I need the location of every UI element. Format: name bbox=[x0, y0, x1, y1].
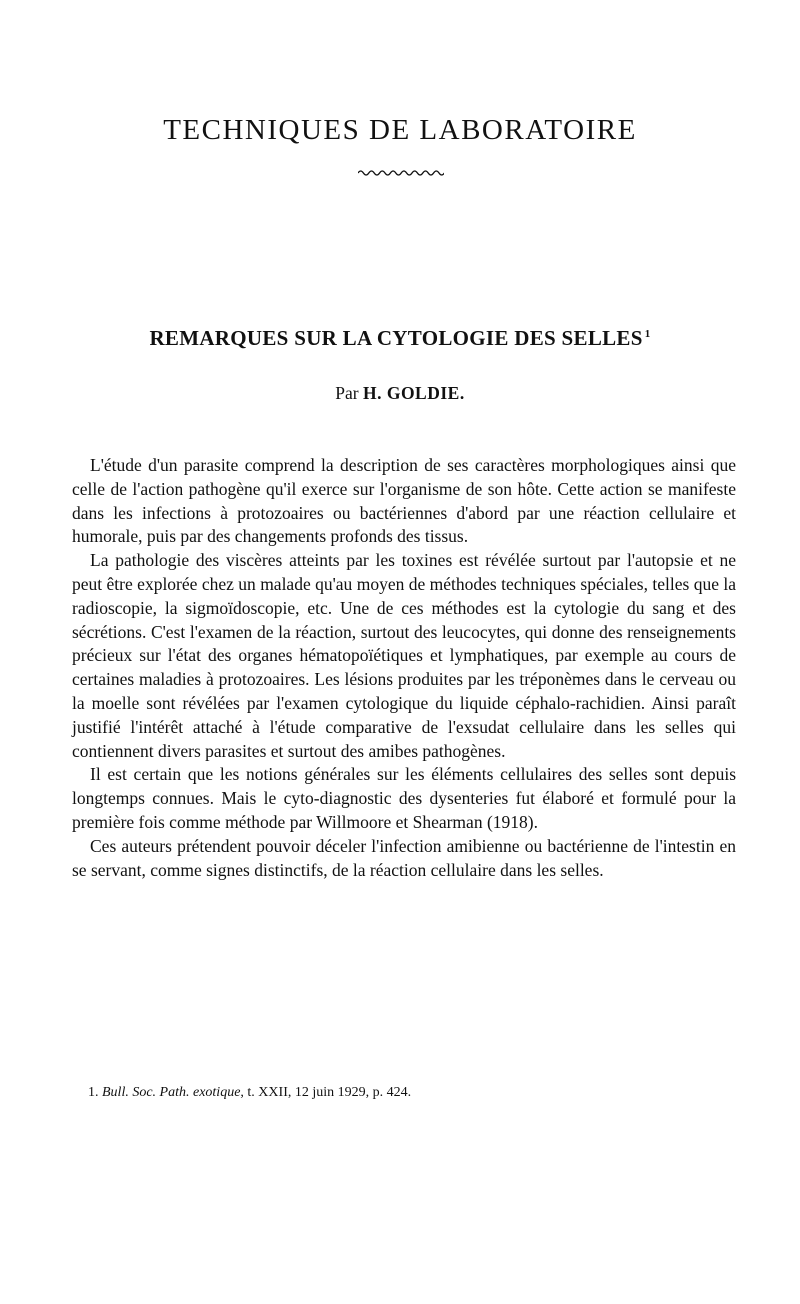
paragraph: La pathologie des viscères atteints par les toxines est révélée surtout par l'autopsie et ne peut être explorée chez un malade qu'au moyen de méthodes techniques spéciales, telles que la radioscopie, la sigmoïdoscopie, etc. Une de ces méthodes est la cytologie du sang et des sécrétions. C'est l'examen de la réaction, surtout des leucocytes, qui donne des renseignements précieux sur l'état des organes hématopoïétiques et lymphatiques, par exemple au cours de certaines maladies à protozoaires. Les lésions produites par les tréponèmes dans le cerveau ou la moelle sont révélées par l'examen cytologique du liquide céphalo-rachidien. Ainsi paraît justifié l'intérêt attaché à l'étude comparative de l'exsudat cellulaire dans les selles qui contiennent divers parasites et surtout des amibes pathogènes. bbox=[72, 550, 736, 761]
paragraph: Il est certain que les notions générales sur les éléments cellulaires des selles sont depuis longtemps connues. Mais le cyto-diagnostic des dysenteries fut élaboré et formulé pour la première fois comme méthode par Willmoore et Shearman (1918). bbox=[72, 764, 736, 832]
footnote-journal: Bull. Soc. Path. exotique bbox=[102, 1085, 241, 1100]
footnote bbox=[88, 1085, 728, 1101]
decorative-wavy-rule bbox=[358, 168, 444, 178]
section-title: TECHNIQUES DE LABORATOIRE bbox=[163, 114, 637, 146]
footnote-reference: 1 bbox=[644, 328, 651, 340]
article-title-text: REMARQUES SUR LA CYTOLOGIE DES SELLES bbox=[149, 326, 643, 350]
author-line bbox=[0, 383, 800, 404]
author-prefix: Par bbox=[335, 383, 359, 403]
paragraph: L'étude d'un parasite comprend la description de ses caractères morphologiques ainsi que celle de l'action pathogène qu'il exerce sur l'organisme de son hôte. Cette action se manifeste dans les infections à protozoaires ou bactériennes d'abord par une réaction cellulaire et humorale, puis par des changements profonds des tissus. bbox=[72, 455, 736, 547]
author-name: H. GOLDIE. bbox=[362, 383, 465, 403]
article-body bbox=[72, 454, 736, 882]
paragraph: Ces auteurs prétendent pouvoir déceler l'infection amibienne ou bactérienne de l'intestin en se servant, comme signes distinctifs, de la réaction cellulaire dans les selles. bbox=[72, 835, 736, 880]
article-title bbox=[0, 326, 800, 351]
footnote-details: , t. XXII, 12 juin 1929, p. 424. bbox=[240, 1085, 412, 1100]
footnote-number: 1. bbox=[88, 1085, 99, 1100]
